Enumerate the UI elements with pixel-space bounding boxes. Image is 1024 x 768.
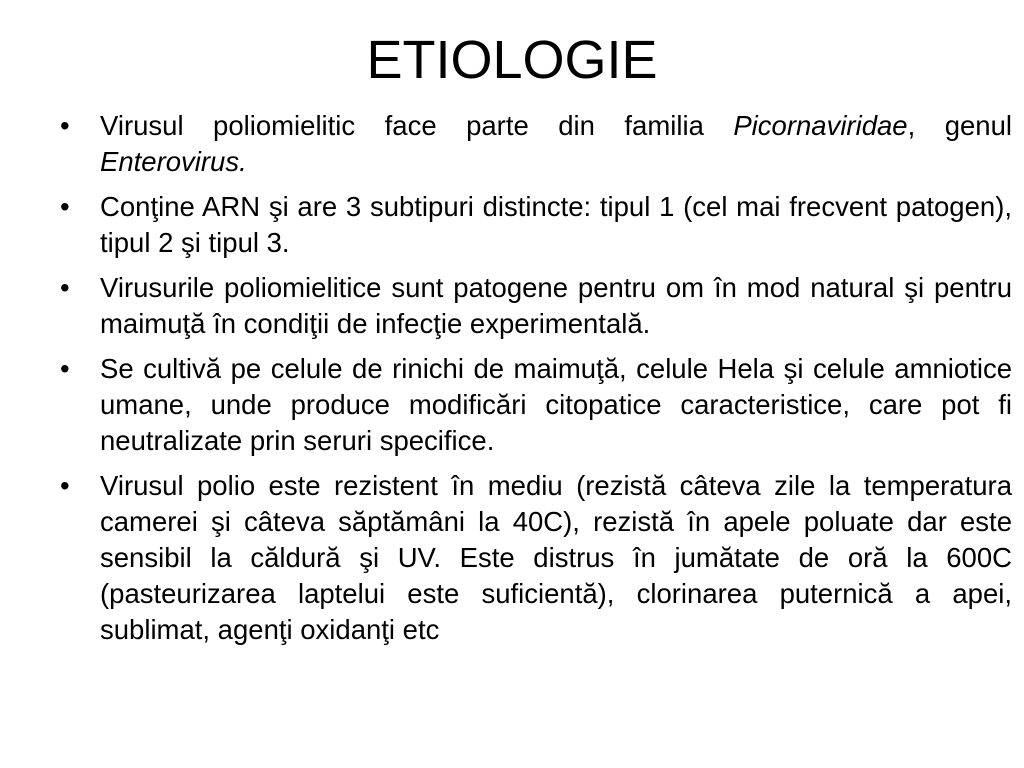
bullet-list: [60, 108, 1012, 657]
bullet-text: Se cultivă pe celule de rinichi de maimuţă, celule Hela şi celule amniotice umane, unde produce modificări citopatice caracteristice, care pot fi neutralizate prin seruri specifice.: [100, 353, 1012, 456]
slide-title: ETIOLOGIE: [366, 30, 658, 90]
bullet-text-segment-italic: Picornaviridae: [733, 110, 908, 141]
bullet-item-5: [60, 468, 1012, 648]
bullet-text: [100, 108, 1012, 180]
bullet-text-segment: , genul: [907, 110, 1012, 141]
bullet-text-segment: Virusul poliomielitic face parte din familia: [100, 110, 734, 141]
bullet-item-1: [60, 108, 1012, 180]
bullet-marker: •: [60, 110, 70, 141]
bullet-marker: •: [60, 353, 70, 384]
bullet-text: Virusul polio este rezistent în mediu (rezistă câteva zile la temperatura camerei şi câteva săptămâni la 40C), rezistă în apele poluate dar este sensibil la căldură şi UV. Este distrus în jumătate de oră la 600C (pasteurizarea laptelui este suficientă), clorinarea puternică a apei, sublimat, agenţi oxidanţi etc: [100, 470, 1012, 645]
bullet-text-segment-italic: Enterovirus.: [100, 146, 247, 177]
bullet-marker: •: [60, 470, 70, 501]
bullet-marker: •: [60, 272, 70, 303]
bullet-text: Conţine ARN şi are 3 subtipuri distincte: tipul 1 (cel mai frecvent patogen), tipul 2 şi tipul 3.: [100, 191, 1012, 258]
bullet-item-2: [60, 189, 1012, 261]
bullet-text: Virusurile poliomielitice sunt patogene pentru om în mod natural şi pentru maimuţă în condiţii de infecţie experimentală.: [100, 272, 1012, 339]
bullet-marker: •: [60, 191, 70, 222]
bullet-item-4: [60, 351, 1012, 459]
bullet-item-3: [60, 270, 1012, 342]
